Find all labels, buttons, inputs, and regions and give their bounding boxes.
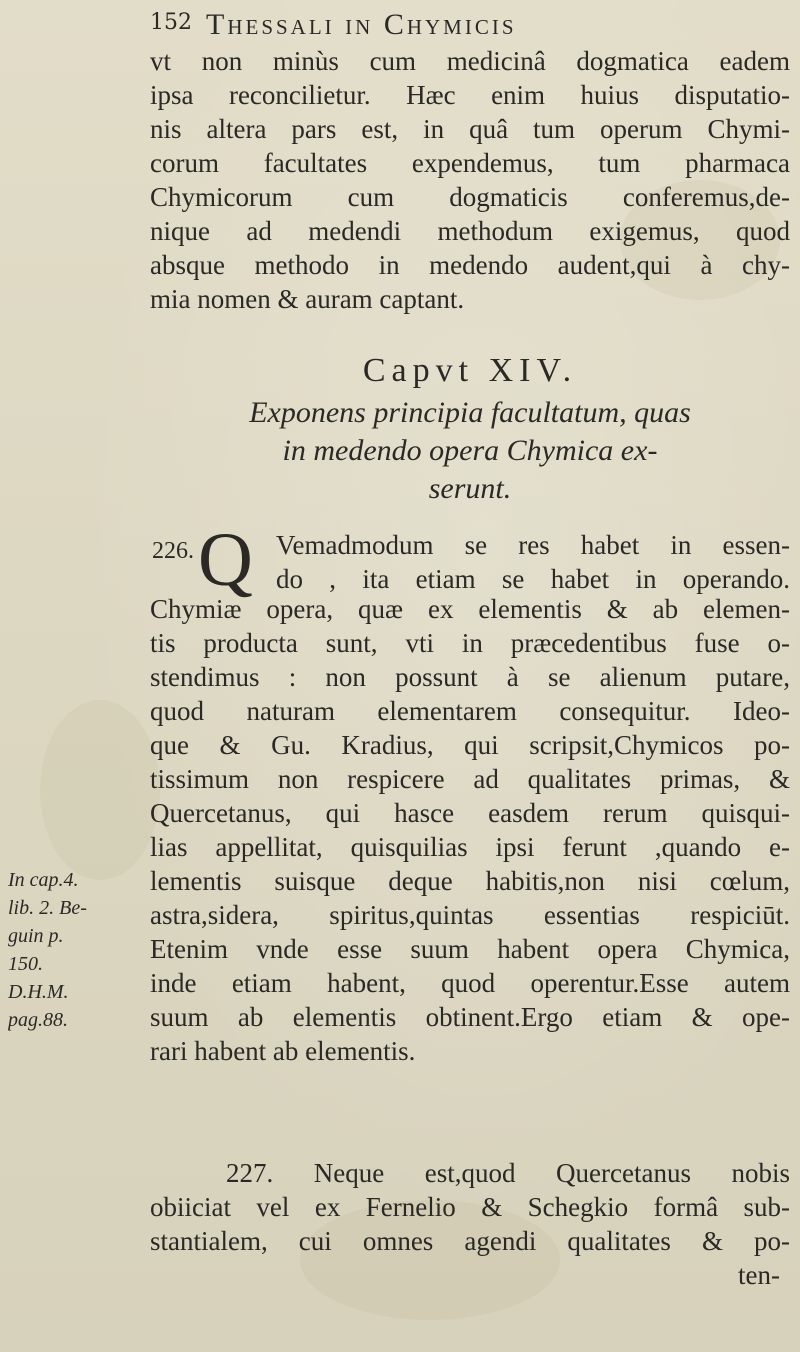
subtitle-line: in medendo opera Chymica ex-	[282, 434, 658, 467]
chapter-subtitle	[150, 394, 790, 508]
text-line: tissimum non respicere ad qualitates primas, &	[150, 764, 790, 794]
text-line: vt non minùs cum medicinâ dogmatica eadem	[150, 46, 790, 76]
catchword: ten-	[738, 1260, 780, 1290]
text-line: nis altera pars est, in quâ tum operum Chymi-	[150, 114, 790, 144]
margin-note-line: 150.	[8, 953, 43, 975]
paragraph-number: 226.	[152, 538, 194, 564]
margin-note	[8, 866, 148, 1034]
text-line: Chymicorum cum dogmaticis conferemus,de-	[150, 182, 790, 212]
text-line: Quercetanus, qui hasce easdem rerum quisqui-	[150, 798, 790, 828]
page-number: 152	[150, 10, 192, 35]
drop-capital: Q	[198, 518, 253, 602]
running-head	[150, 8, 790, 48]
text-line: nique ad medendi methodum exigemus, quod	[150, 216, 790, 246]
opening-paragraph	[150, 44, 790, 316]
text-line: absque methodo in medendo audent,qui à chy-	[150, 250, 790, 280]
running-title: Thessali in Chymicis	[206, 8, 517, 41]
text-line: do , ita etiam se habet in operando.	[276, 564, 790, 594]
text-line: Chymiæ opera, quæ ex elementis & ab elemen-	[150, 594, 790, 624]
paragraph-227	[150, 1156, 790, 1292]
text-line: lementis suisque deque habitis,non nisi cœlum,	[150, 866, 790, 896]
text-line: stantialem, cui omnes agendi qualitates & po-	[150, 1226, 790, 1256]
text-line: corum facultates expendemus, tum pharmaca	[150, 148, 790, 178]
text-line: quod naturam elementarem consequitur. Ideo-	[150, 696, 790, 726]
text-line: Etenim vnde esse suum habent opera Chymica,	[150, 934, 790, 964]
text-line: astra,sidera, spiritus,quintas essentias respiciūt.	[150, 900, 790, 930]
margin-note-line: D.H.M.	[8, 981, 69, 1003]
text-line: que & Gu. Kradius, qui scripsit,Chymicos po-	[150, 730, 790, 760]
text-line: tis producta sunt, vti in præcedentibus fuse o-	[150, 628, 790, 658]
margin-note-line: pag.88.	[8, 1009, 68, 1031]
text-line: obiiciat vel ex Fernelio & Schegkio formâ sub-	[150, 1192, 790, 1222]
text-line: lias appellitat, quisquilias ipsi ferunt ,quando e-	[150, 832, 790, 862]
subtitle-line: Exponens principia facultatum, quas	[249, 396, 691, 429]
text-line: rari habent ab elementis.	[150, 1036, 416, 1066]
margin-note-line: In cap.4.	[8, 869, 79, 891]
paragraph-226-first-lines	[276, 528, 790, 596]
text-line: suum ab elementis obtinent.Ergo etiam & ope-	[150, 1002, 790, 1032]
text-line: inde etiam habent, quod operentur.Esse autem	[150, 968, 790, 998]
margin-note-line: guin p.	[8, 925, 64, 947]
text-line: 227. Neque est,quod Quercetanus nobis	[226, 1158, 790, 1188]
margin-note-line: lib. 2. Be-	[8, 897, 87, 919]
paper-stain	[40, 700, 160, 880]
text-line: ipsa reconcilietur. Hæc enim huius disputatio-	[150, 80, 790, 110]
text-line: stendimus : non possunt à se alienum putare,	[150, 662, 790, 692]
paragraph-226-body	[150, 592, 790, 1068]
subtitle-line: serunt.	[428, 472, 512, 505]
chapter-heading: Capvt XIV.	[362, 352, 578, 389]
text-line: mia nomen & auram captant.	[150, 284, 465, 314]
text-line: Vemadmodum se res habet in essen-	[276, 530, 790, 560]
